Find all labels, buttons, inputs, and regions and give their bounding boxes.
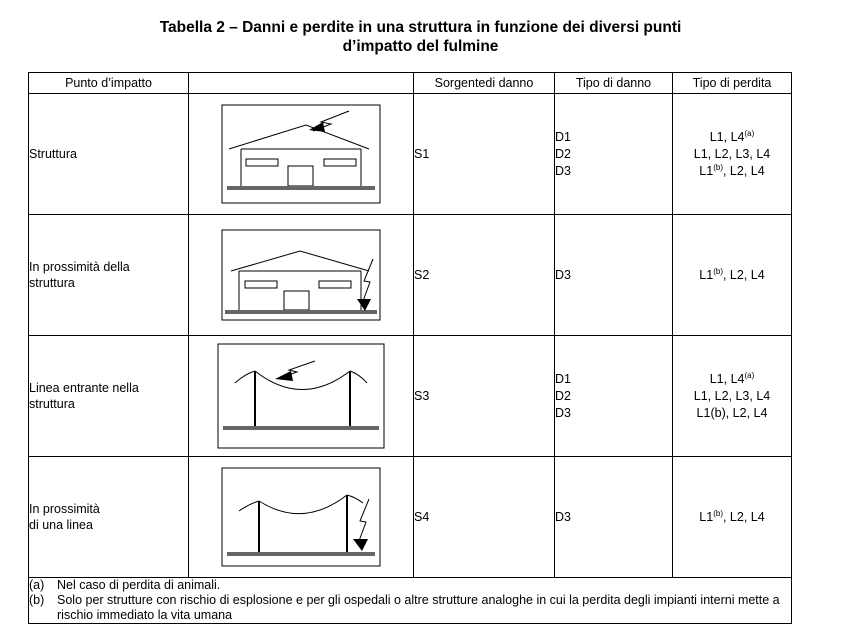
- impact-point-text: In prossimità della: [29, 260, 130, 274]
- table-row: [29, 457, 792, 578]
- impact-point-text: struttura: [29, 276, 75, 290]
- damage-item: D1: [555, 129, 571, 144]
- loss-type-cell: [673, 215, 792, 336]
- loss-item: L1(b), L2, L4: [696, 405, 768, 420]
- damage-item: D3: [555, 267, 571, 282]
- illustration-cell: [189, 457, 414, 578]
- notes-row: [29, 578, 792, 624]
- source-cell: S3: [414, 336, 555, 457]
- loss-item: L1$^{(b)}$, L2, L4: [699, 162, 765, 178]
- illustration-cell: [189, 94, 414, 215]
- line-struck-icon: [217, 343, 385, 449]
- damage-item: D3: [555, 405, 571, 420]
- loss-type-cell: [673, 336, 792, 457]
- house-struck-icon: [221, 104, 381, 204]
- header-loss-type: Tipo di perdita: [673, 73, 792, 94]
- damage-item: D2: [555, 146, 571, 161]
- damage-type-cell: [555, 457, 673, 578]
- source-cell: S2: [414, 215, 555, 336]
- impact-point-text: Linea entrante nella: [29, 381, 139, 395]
- table-row: [29, 94, 792, 215]
- damage-type-cell: [555, 94, 673, 215]
- damage-type-cell: [555, 215, 673, 336]
- table-row: [29, 336, 792, 457]
- table-row: [29, 215, 792, 336]
- damage-item: D3: [555, 163, 571, 178]
- damage-item: D3: [555, 509, 571, 524]
- header-impact-point: Punto d’impatto: [29, 73, 189, 94]
- header-damage-type: Tipo di danno: [555, 73, 673, 94]
- footnotes: [29, 578, 792, 624]
- line-nearby-strike-icon: [221, 467, 381, 567]
- loss-type-cell: [673, 457, 792, 578]
- impact-point-text: Struttura: [29, 147, 77, 161]
- footnote-mark: (b): [29, 593, 45, 607]
- impact-point-cell: [29, 94, 189, 215]
- impact-point-text: di una linea: [29, 518, 93, 532]
- loss-type-cell: [673, 94, 792, 215]
- loss-item: L1, L2, L3, L4: [693, 146, 771, 161]
- footnote-a: [29, 578, 791, 593]
- damage-item: D2: [555, 388, 571, 403]
- footnote-mark: (a): [29, 578, 45, 592]
- loss-item: L1$^{(b)}$, L2, L4: [699, 508, 765, 524]
- impact-point-text: struttura: [29, 397, 75, 411]
- footnote-b: [29, 593, 791, 623]
- source-cell: S1: [414, 94, 555, 215]
- header-illustration: [189, 73, 414, 94]
- impact-point-text: In prossimità: [29, 502, 100, 516]
- loss-item: L1, L4$^{(a)}$: [709, 128, 755, 144]
- damage-item: D1: [555, 371, 571, 386]
- illustration-cell: [189, 215, 414, 336]
- title-line-2: d’impatto del fulmine: [342, 38, 499, 55]
- footnote-text: Nel caso di perdita di animali.: [57, 578, 221, 592]
- illustration-cell: [189, 336, 414, 457]
- loss-item: L1$^{(b)}$, L2, L4: [699, 266, 765, 282]
- house-nearby-strike-icon: [221, 229, 381, 321]
- impact-point-cell: [29, 215, 189, 336]
- table-title: [0, 18, 841, 56]
- impact-point-cell: [29, 336, 189, 457]
- damage-loss-table: [28, 72, 792, 624]
- title-line-1: Tabella 2 – Danni e perdite in una struttura in funzione dei diversi punti: [159, 19, 682, 36]
- damage-type-cell: [555, 336, 673, 457]
- loss-item: L1, L2, L3, L4: [693, 388, 771, 403]
- impact-point-cell: [29, 457, 189, 578]
- source-cell: S4: [414, 457, 555, 578]
- header-source: Sorgentedi danno: [414, 73, 555, 94]
- footnote-text: Solo per strutture con rischio di esplosione e per gli ospedali o altre strutture analoghe in cui la perdita degli impianti interni mette a rischio immediato la vita umana: [57, 593, 780, 622]
- loss-item: L1, L4$^{(a)}$: [709, 370, 755, 386]
